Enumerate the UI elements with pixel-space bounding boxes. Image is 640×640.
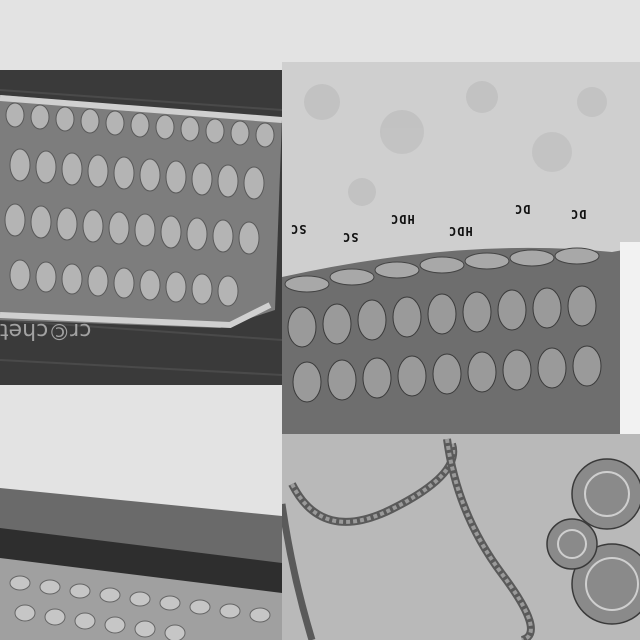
labels-photo [282, 62, 640, 434]
panel-top-right [282, 62, 640, 434]
label-dc-2: DC [570, 207, 587, 221]
label-sc-1: SC [290, 222, 307, 236]
yarn-photo [282, 434, 640, 640]
label-dc-1: DC [514, 202, 531, 216]
label-hdc-2: HDC [448, 224, 473, 238]
watermark-text: cr©chet [0, 318, 92, 343]
panel-bottom-left [0, 488, 282, 640]
panel-bottom-right [282, 434, 640, 640]
panel-top-left [0, 70, 282, 385]
edge-photo [0, 488, 282, 640]
label-hdc-1: HDC [390, 212, 415, 226]
label-sc-2: SC [342, 230, 359, 244]
